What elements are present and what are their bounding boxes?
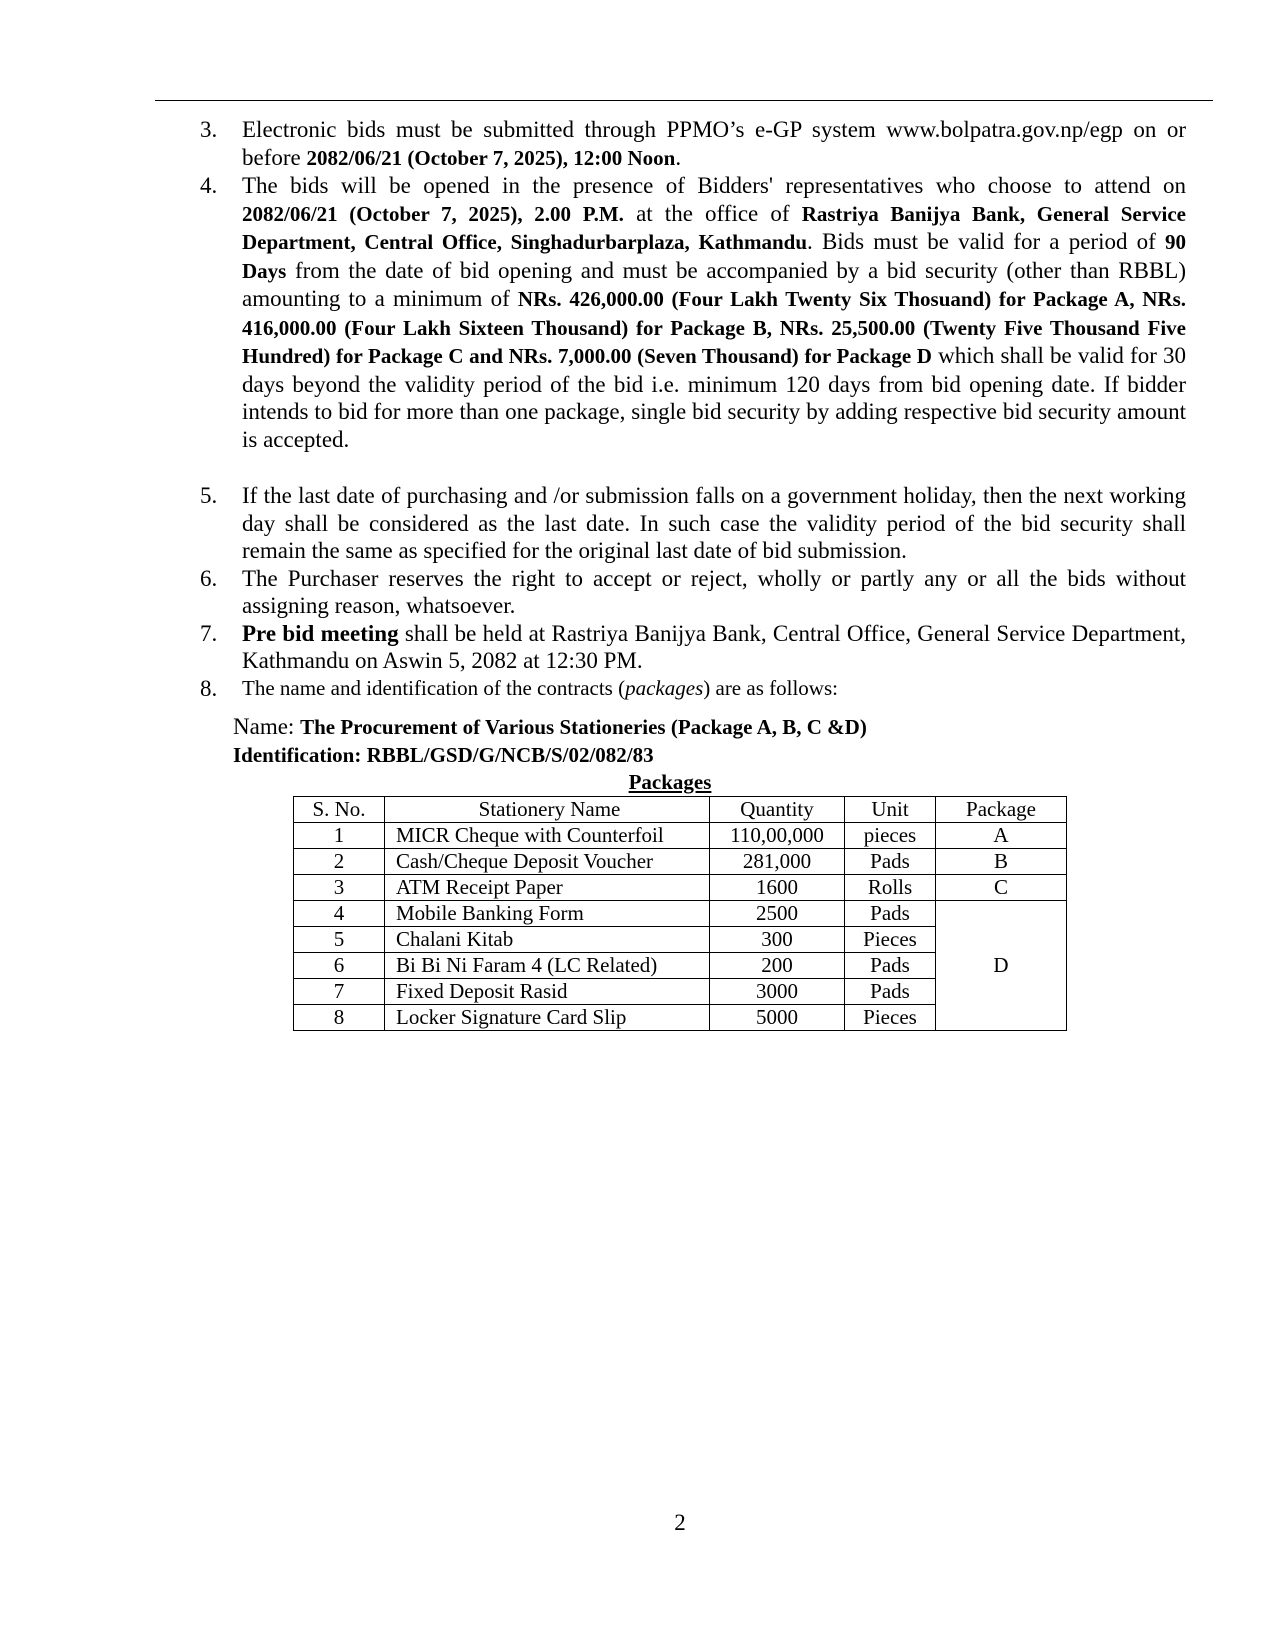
item-text: [242, 172, 1186, 453]
name-value: The Procurement of Various Stationeries (Package A, B, C &D): [300, 715, 867, 739]
contract-identification: [233, 713, 867, 769]
package-cell: C: [936, 875, 1067, 901]
column-header: Stationery Name: [385, 797, 710, 823]
contract-id: Identification: RBBL/GSD/G/NCB/S/02/082/83: [233, 743, 654, 767]
unit-cell: Pieces: [845, 927, 936, 953]
table-row: [294, 823, 1067, 849]
item-text: If the last date of purchasing and /or submission falls on a government holiday, then the next working day shall be considered as the last date. In such case the validity period of the bid security shall remain the same as specified for the original last date of bid submission.: [242, 483, 1186, 563]
text-span: which shall be valid for 30 days beyond the validity period of the bid i.e. minimum 120 days from bid opening date. If bidder intends to bid for more than one package, single bid security by adding respective bid security amount is accepted.: [242, 343, 1186, 452]
packages-title: Packages: [628, 770, 712, 794]
column-header: Unit: [845, 797, 936, 823]
list-item-8: [200, 675, 1186, 703]
sno-cell: 8: [294, 1005, 385, 1031]
unit-cell: Pads: [845, 901, 936, 927]
text-span: from the date of bid opening and must be accompanied by a bid security (other than RBBL) amounting to a minimum of: [242, 257, 1186, 311]
packages-table: [293, 796, 1067, 1031]
table-row: [294, 901, 1067, 927]
text-span: The bids will be opened in the presence of Bidders' representatives who choose to attend on: [242, 173, 1186, 198]
item-text: [242, 620, 1186, 675]
sno-cell: 6: [294, 953, 385, 979]
text-span: . Bids must be valid for a period of: [807, 229, 1165, 254]
item-text: The Purchaser reserves the right to accept or reject, wholly or partly any or all the bids without assigning reason, whatsoever.: [242, 565, 1186, 618]
qty-cell: 1600: [710, 875, 845, 901]
item-number: 7.: [200, 620, 218, 646]
sno-cell: 4: [294, 901, 385, 927]
qty-cell: 110,00,000: [710, 823, 845, 849]
package-cell: A: [936, 823, 1067, 849]
name-cell: Bi Bi Ni Faram 4 (LC Related): [385, 953, 710, 979]
sno-cell: 5: [294, 927, 385, 953]
unit-cell: Pieces: [845, 1005, 936, 1031]
unit-cell: Pads: [845, 953, 936, 979]
item-number: 6.: [200, 565, 218, 591]
page-number: 2: [674, 1510, 686, 1535]
table-header-row: [294, 797, 1067, 823]
sno-cell: 3: [294, 875, 385, 901]
package-cell: D: [936, 901, 1067, 1031]
package-cell: B: [936, 849, 1067, 875]
qty-cell: 281,000: [710, 849, 845, 875]
bold-span: Pre bid meeting: [242, 620, 399, 646]
unit-cell: Pads: [845, 979, 936, 1005]
text-span: at the office of: [623, 200, 802, 226]
name-cell: Cash/Cheque Deposit Voucher: [385, 849, 710, 875]
item-number: 8.: [200, 675, 218, 701]
qty-cell: 3000: [710, 979, 845, 1005]
column-header: S. No.: [294, 797, 385, 823]
bold-span: 2082/06/21 (October 7, 2025), 12:00 Noon: [306, 145, 676, 170]
table-row: [294, 849, 1067, 875]
list-item-5: [200, 482, 1186, 565]
column-header: Package: [936, 797, 1067, 823]
contract-name: [233, 713, 867, 741]
table-row: [294, 875, 1067, 901]
list-item-6: [200, 565, 1186, 620]
header-rule: [155, 100, 1213, 101]
name-cell: ATM Receipt Paper: [385, 875, 710, 901]
unit-cell: pieces: [845, 823, 936, 849]
list-item-3: [200, 116, 1186, 172]
qty-cell: 5000: [710, 1005, 845, 1031]
list-item-4: [200, 172, 1186, 453]
italic-span: packages: [625, 675, 704, 700]
sno-cell: 7: [294, 979, 385, 1005]
text-span: Electronic bids must be submitted through PPMO’s e-GP system www.bolpatra.gov.np/egp on or before: [242, 117, 1186, 170]
unit-cell: Pads: [845, 849, 936, 875]
text-span: .: [675, 144, 682, 170]
text-span: The name and identification of the contracts (: [242, 675, 626, 700]
text-span: shall be held at Rastriya Banijya Bank, Central Office, General Service Department, Kathmandu on Aswin 5, 2082 at 12:30 PM.: [242, 620, 1186, 673]
name-cell: Mobile Banking Form: [385, 901, 710, 927]
bold-span: 90 Days: [242, 230, 1186, 283]
bold-span: 2082/06/21 (October 7, 2025), 2.00 P.M.: [242, 201, 624, 226]
item-number: 5.: [200, 483, 218, 508]
bold-span: Rastriya Banijya Bank, General Service Department, Central Office, Singhadurbarplaza, Kathmandu: [242, 201, 1186, 254]
list-item-7: [200, 620, 1186, 675]
qty-cell: 200: [710, 953, 845, 979]
item-number: 3.: [200, 117, 218, 142]
item-number: 4.: [200, 173, 218, 198]
item-text: [242, 116, 1186, 172]
name-cell: Locker Signature Card Slip: [385, 1005, 710, 1031]
name-cell: MICR Cheque with Counterfoil: [385, 823, 710, 849]
bold-span: NRs. 426,000.00 (Four Lakh Twenty Six Thosuand) for Package A, NRs. 416,000.00 (Four Lakh Sixteen Thousand) for Package B, NRs. 25,500.00 (Twenty Five Thousand Five Hundred) for Package C and NRs. 7,000.00 (Seven Thousand) for Package D: [242, 287, 1186, 368]
unit-cell: Rolls: [845, 875, 936, 901]
text-span: ) are as follows:: [703, 675, 838, 700]
item-text: [242, 675, 1186, 703]
sno-cell: 1: [294, 823, 385, 849]
qty-cell: 2500: [710, 901, 845, 927]
name-label: Name:: [233, 714, 301, 739]
sno-cell: 2: [294, 849, 385, 875]
numbered-list: [200, 116, 1186, 702]
column-header: Quantity: [710, 797, 845, 823]
name-cell: Fixed Deposit Rasid: [385, 979, 710, 1005]
qty-cell: 300: [710, 927, 845, 953]
name-cell: Chalani Kitab: [385, 927, 710, 953]
